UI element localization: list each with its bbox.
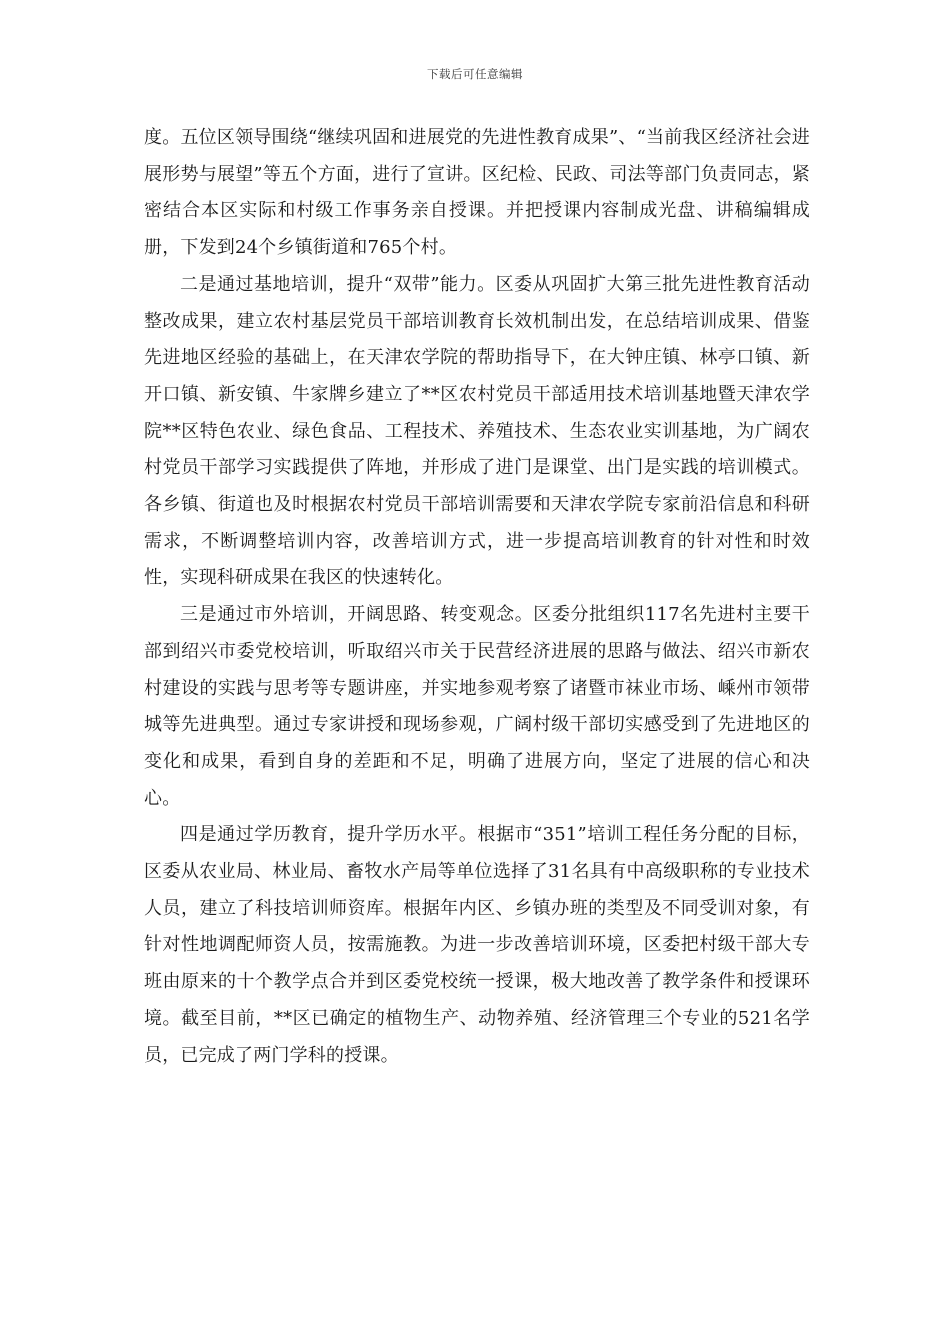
paragraph-4: 四是通过学历教育，提升学历水平。根据市“351”培训工程任务分配的目标，区委从农业局、林业局、畜牧水产局等单位选择了31名具有中高级职称的专业技术人员，建立了科技培训师资库。根据年内区、乡镇办班的类型及不同受训对象，有针对性地调配师资人员，按需施教。为进一步改善培训环境，区委把村级干部大专班由原来的十个教学点合并到区委党校统一授课，极大地改善了教学条件和授课环境。截至目前，**区已确定的植物生产、动物养殖、经济管理三个专业的521名学员，已完成了两门学科的授课。	[144, 824, 810, 1066]
paragraph-1: 度。五位区领导围绕“继续巩固和进展党的先进性教育成果”、“当前我区经济社会进展形势与展望”等五个方面，进行了宣讲。区纪检、民政、司法等部门负责同志，紧密结合本区实际和村级工作事务亲自授课。并把授课内容制成光盘、讲稿编辑成册，下发到24个乡镇街道和765个村。	[144, 127, 810, 259]
header-note: 下载后可任意编辑	[427, 67, 523, 81]
document-body	[144, 120, 810, 1074]
paragraph-2: 二是通过基地培训，提升“双带”能力。区委从巩固扩大第三批先进性教育活动整改成果，建立农村基层党员干部培训教育长效机制出发，在总结培训成果、借鉴先进地区经验的基础上，在天津农学院的帮助指导下，在大钟庄镇、林亭口镇、新开口镇、新安镇、牛家牌乡建立了**区农村党员干部适用技术培训基地暨天津农学院**区特色农业、绿色食品、工程技术、养殖技术、生态农业实训基地，为广阔农村党员干部学习实践提供了阵地，并形成了进门是课堂、出门是实践的培训模式。各乡镇、街道也及时根据农村党员干部培训需要和天津农学院专家前沿信息和科研需求，不断调整培训内容，改善培训方式，进一步提高培训教育的针对性和时效性，实现科研成果在我区的快速转化。	[144, 273, 810, 589]
paragraph-3: 三是通过市外培训，开阔思路、转变观念。区委分批组织117名先进村主要干部到绍兴市委党校培训，听取绍兴市关于民营经济进展的思路与做法、绍兴市新农村建设的实践与思考等专题讲座，并实地参观考察了诸暨市袜业市场、嵊州市领带城等先进典型。通过专家讲授和现场参观，广阔村级干部切实感受到了先进地区的变化和成果，看到自身的差距和不足，明确了进展方向，坚定了进展的信心和决心。	[144, 604, 810, 809]
